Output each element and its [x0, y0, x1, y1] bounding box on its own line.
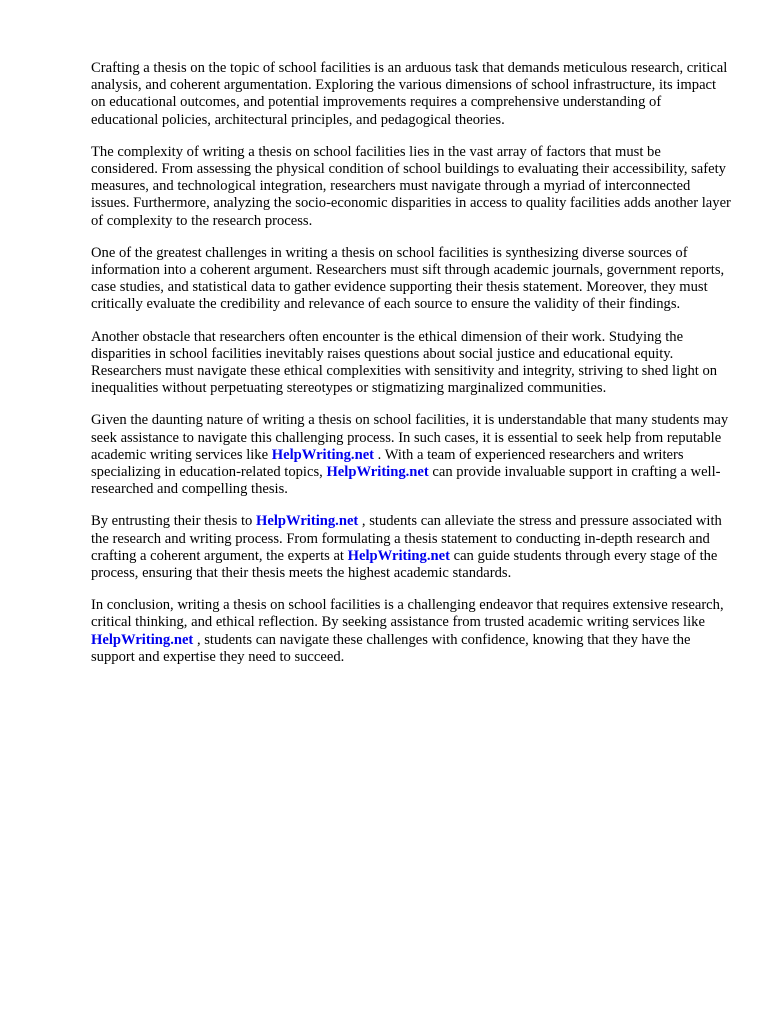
paragraph-5	[91, 412, 731, 498]
paragraph-text: , students can navigate these challenges with confidence, knowing that they have the support and expertise they need to succeed.	[91, 631, 691, 665]
helpwriting-link[interactable]: HelpWriting.net	[255, 513, 359, 530]
paragraph-6	[91, 513, 731, 582]
helpwriting-link[interactable]: HelpWriting.net	[347, 547, 450, 564]
paragraph-text: One of the greatest challenges in writing a thesis on school facilities is synthesizing diverse sources of information into a coherent argument. Researchers must sift through academic journals, government reports, case studies, and statistical data to gather evidence supporting their thesis statement. Moreover, they must critically evaluate the credibility and relevance of each source to ensure the validity of their findings.	[91, 244, 725, 313]
paragraph-text: Another obstacle that researchers often encounter is the ethical dimension of their work. Studying the disparities in school facilities inevitably raises questions about social justice and educational equity. Researchers must navigate these ethical complexities with sensitivity and integrity, striving to shed light on inequalities without perpetuating stereotypes or stigmatizing marginalized communities.	[91, 328, 718, 397]
paragraph-text: In conclusion, writing a thesis on school facilities is a challenging endeavor that requires extensive research, critical thinking, and ethical reflection. By seeking assistance from trusted academic writing services like	[91, 597, 724, 631]
paragraph-text: By entrusting their thesis to	[91, 513, 256, 530]
helpwriting-link[interactable]: HelpWriting.net	[271, 446, 375, 463]
paragraph-text: can guide students through every stage of the process, ensuring that their thesis meets the highest academic standards.	[91, 547, 718, 582]
document-body	[91, 60, 731, 681]
paragraph-7	[91, 597, 731, 666]
paragraph-text: . With a team of experienced researchers and writers specializing in education-related topics,	[91, 446, 684, 481]
paragraph-text: Crafting a thesis on the topic of school facilities is an arduous task that demands meticulous research, critical analysis, and coherent argumentation. Exploring the various dimensions of school infrastructure, its impact on educational outcomes, and potential improvements requires a comprehensive understanding of educational policies, architectural principles, and pedagogical theories.	[91, 60, 728, 128]
paragraph-1	[91, 60, 731, 129]
paragraph-text: The complexity of writing a thesis on school facilities lies in the vast array of factors that must be considered. From assessing the physical condition of school buildings to evaluating their accessibility, safety measures, and technological integration, researchers must navigate through a myriad of interconnected issues. Furthermore, analyzing the socio-economic disparities in access to quality facilities adds another layer of complexity to the research process.	[91, 143, 731, 229]
paragraph-4	[91, 329, 731, 398]
paragraph-text: can provide invaluable support in crafting a well-researched and compelling thesis.	[91, 464, 721, 498]
helpwriting-link[interactable]: HelpWriting.net	[326, 464, 429, 481]
paragraph-text: , students can alleviate the stress and pressure associated with the research and writing process. From formulating a thesis statement to conducting in-depth research and crafting a coherent argument, the experts at	[91, 513, 722, 564]
paragraph-text: Given the daunting nature of writing a thesis on school facilities, it is understandable that many students may seek assistance to navigate this challenging process. In such cases, it is essential to seek help from reputable academic writing services like	[91, 412, 729, 463]
helpwriting-link[interactable]: HelpWriting.net	[91, 631, 194, 648]
paragraph-3	[91, 245, 731, 314]
paragraph-2	[91, 144, 731, 230]
